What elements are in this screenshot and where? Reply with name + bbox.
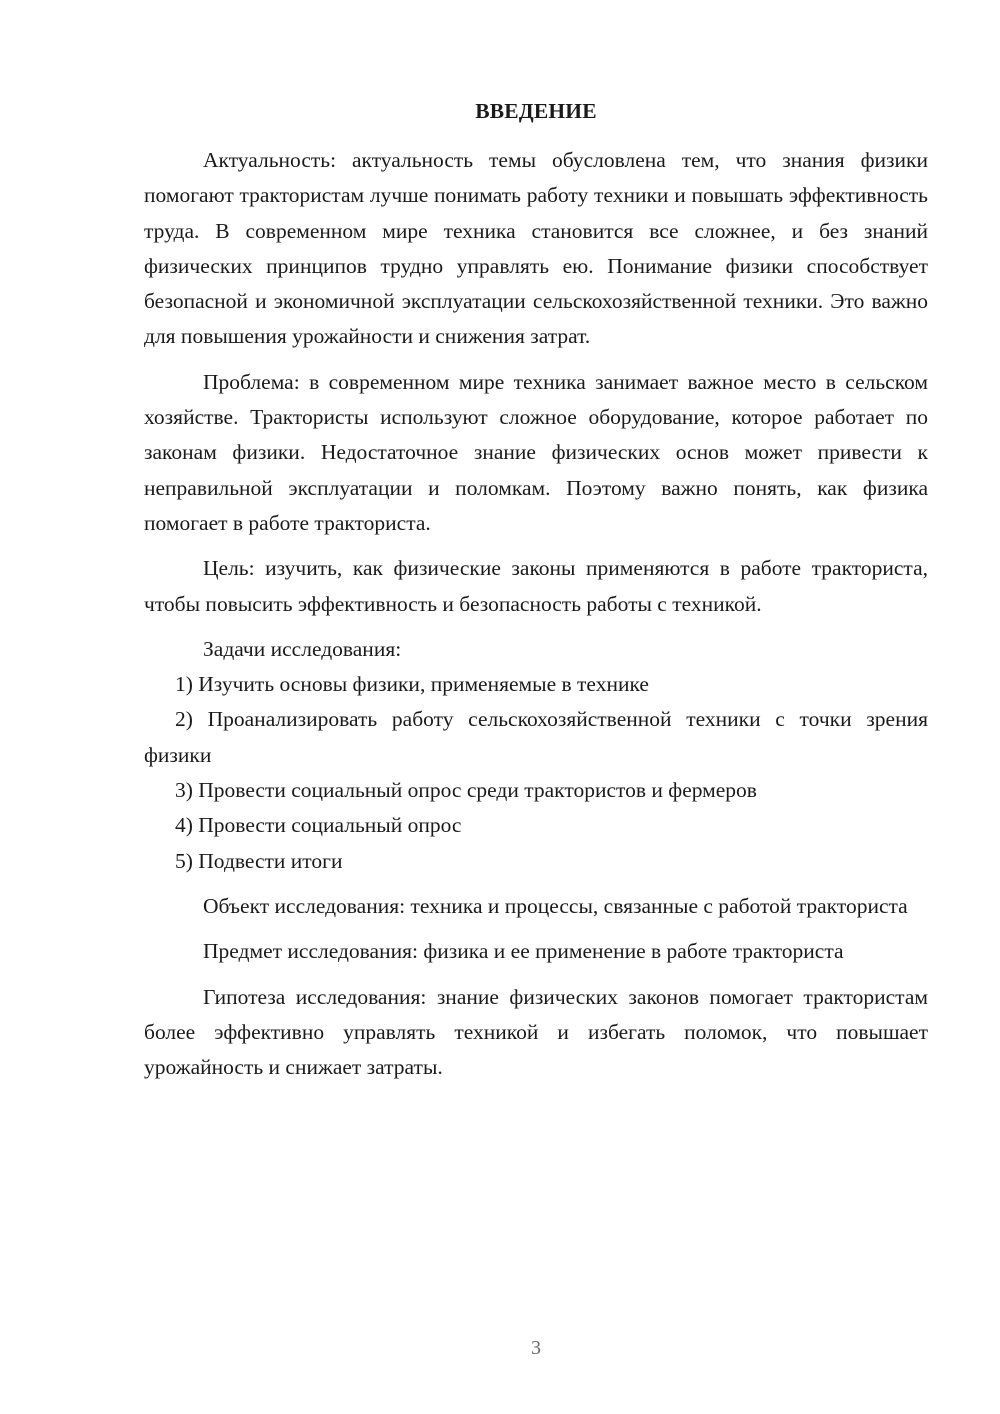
paragraph-problem: Проблема: в современном мире техника занимает важное место в сельском хозяйстве. Трактористы используют сложное оборудование, которое работает по законам физики. Недостаточное знание физических основ может привести к неправильной эксплуатации и поломкам. Поэтому важно понять, как физика помогает в работе тракториста. bbox=[144, 369, 928, 535]
paragraph-goal: Цель: изучить, как физические законы применяются в работе тракториста, чтобы повысить эффективность и безопасность работы с техникой. bbox=[144, 556, 928, 616]
task-item-4: 4) Провести социальный опрос bbox=[175, 813, 462, 838]
task-item-3: 3) Провести социальный опрос среди трактористов и фермеров bbox=[175, 778, 757, 803]
paragraph-subject: Предмет исследования: физика и ее применение в работе тракториста bbox=[203, 939, 844, 964]
task-item-2: 2) Проанализировать работу сельскохозяйственной техники с точки зрения физики bbox=[144, 707, 928, 767]
paragraph-object: Объект исследования: техника и процессы, связанные с работой тракториста bbox=[203, 893, 908, 918]
task-item-5: 5) Подвести итоги bbox=[175, 848, 343, 873]
page-number: 3 bbox=[531, 1337, 541, 1359]
task-item-1: 1) Изучить основы физики, применяемые в технике bbox=[175, 672, 649, 697]
tasks-heading: Задачи исследования: bbox=[203, 636, 402, 661]
page-title: ВВЕДЕНИЕ bbox=[475, 99, 597, 123]
tasks-list bbox=[144, 667, 928, 879]
document-body bbox=[144, 143, 928, 1085]
paragraph-relevance: Актуальность: актуальность темы обусловлена тем, что знания физики помогают трактористам лучше понимать работу техники и повышать эффективность труда. В современном мире техника становится все сложнее, и без знаний физических принципов трудно управлять ею. Понимание физики способствует безопасной и экономичной эксплуатации сельскохозяйственной техники. Это важно для повышения урожайности и снижения затрат. bbox=[144, 148, 928, 349]
paragraph-hypothesis: Гипотеза исследования: знание физических законов помогает трактористам более эффективно управлять техникой и избегать поломок, что повышает урожайность и снижает затраты. bbox=[144, 984, 928, 1080]
